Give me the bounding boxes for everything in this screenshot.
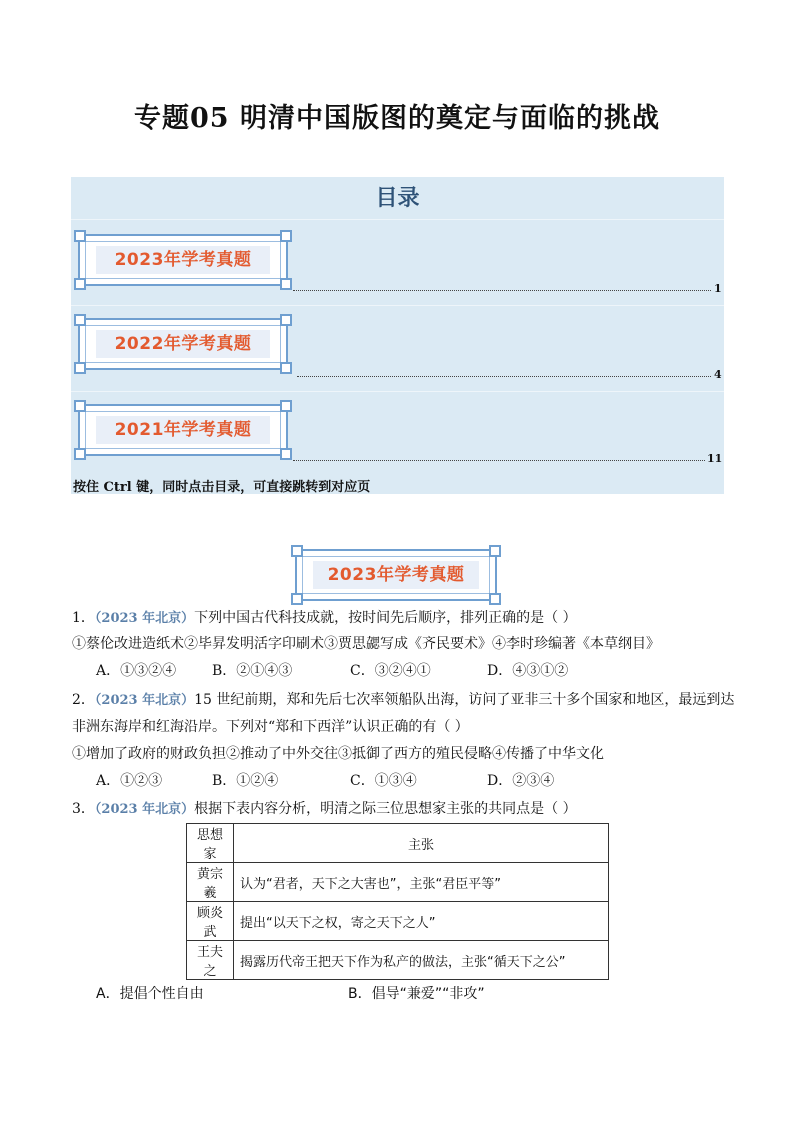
toc-heading: 目录 [375,186,420,211]
question-source: （2023 年北京） [94,802,195,817]
table-of-contents [71,177,724,494]
question-number: 1． [72,610,95,626]
question-3-stem [72,799,577,820]
question-1-option-d: D．④③①② [487,663,569,679]
question-2-items: ①增加了政府的财政负担②推动了中外交往③抵御了西方的殖民侵略④传播了中华文化 [72,746,604,762]
table-row [187,941,609,980]
table-cell: 认为“君者，天下之大害也”，主张“君臣平等” [234,863,609,902]
question-2-option-a: A．①②③ [96,773,163,789]
toc-page-number: 11 [707,452,723,465]
toc-note: 按住 Ctrl 键，同时点击目录，可直接跳转到对应页 [73,480,371,495]
toc-leader-dots [293,280,711,291]
table-cell: 顾炎武 [187,902,234,941]
table-row [187,863,609,902]
toc-entry-label: 2023年学考真题 [96,246,270,274]
table-cell: 黄宗羲 [187,863,234,902]
question-1-stem [72,608,577,629]
table-header-cell: 思想家 [187,824,234,863]
question-text: 根据下表内容分析，明清之际三位思想家主张的共同点是（ ） [194,801,577,817]
table-cell: 提出“以天下之权，寄之天下之人” [234,902,609,941]
question-1-option-b: B．②①④③ [212,663,293,679]
toc-entry-2022[interactable] [71,305,724,392]
table-cell: 王夫之 [187,941,234,980]
table-row [187,824,609,863]
table-header-cell: 主张 [234,824,609,863]
question-number: 3． [72,801,95,817]
question-2-stem [72,690,734,711]
question-2-line2: 非洲东海岸和红海沿岸。下列对“郑和下西洋”认识正确的有（ ） [72,719,469,735]
toc-entry-2021[interactable] [71,391,724,474]
question-number: 2． [72,692,95,708]
toc-entry-label: 2021年学考真题 [96,416,270,444]
section-badge-label: 2023年学考真题 [313,561,479,589]
toc-entry-label: 2022年学考真题 [96,330,270,358]
toc-badge[interactable] [74,400,292,460]
question-1-items: ①蔡伦改进造纸术②毕昇发明活字印刷术③贾思勰写成《齐民要术》④李时珍编著《本草纲目》 [72,636,660,652]
toc-badge[interactable] [74,230,292,290]
question-source: （2023 年北京） [94,693,195,708]
question-text: 15 世纪前期，郑和先后七次率领船队出海，访问了亚非三十多个国家和地区，最远到达 [194,692,735,708]
question-2-option-c: C．①③④ [350,773,417,789]
toc-leader-dots [297,366,711,377]
question-3-option-a: A．提倡个性自由 [96,986,204,1002]
toc-leader-dots [293,450,705,461]
question-2-option-d: D．②③④ [487,773,555,789]
question-2-option-b: B．①②④ [212,773,279,789]
thinkers-table [186,823,609,980]
section-badge [291,545,501,605]
question-source: （2023 年北京） [94,611,195,626]
question-1-option-c: C．③②④① [350,663,431,679]
toc-entry-2023[interactable] [71,219,724,306]
toc-page-number: 1 [714,282,722,295]
question-1-option-a: A．①③②④ [96,663,177,679]
toc-page-number: 4 [714,368,722,381]
table-row [187,902,609,941]
question-3-option-b: B．倡导“兼爱”“非攻” [348,986,485,1002]
table-cell: 揭露历代帝王把天下作为私产的做法，主张“循天下之公” [234,941,609,980]
toc-badge[interactable] [74,314,292,374]
document-title: 专题05 明清中国版图的奠定与面临的挑战 [134,103,660,134]
question-text: 下列中国古代科技成就，按时间先后顺序，排列正确的是（ ） [194,610,577,626]
